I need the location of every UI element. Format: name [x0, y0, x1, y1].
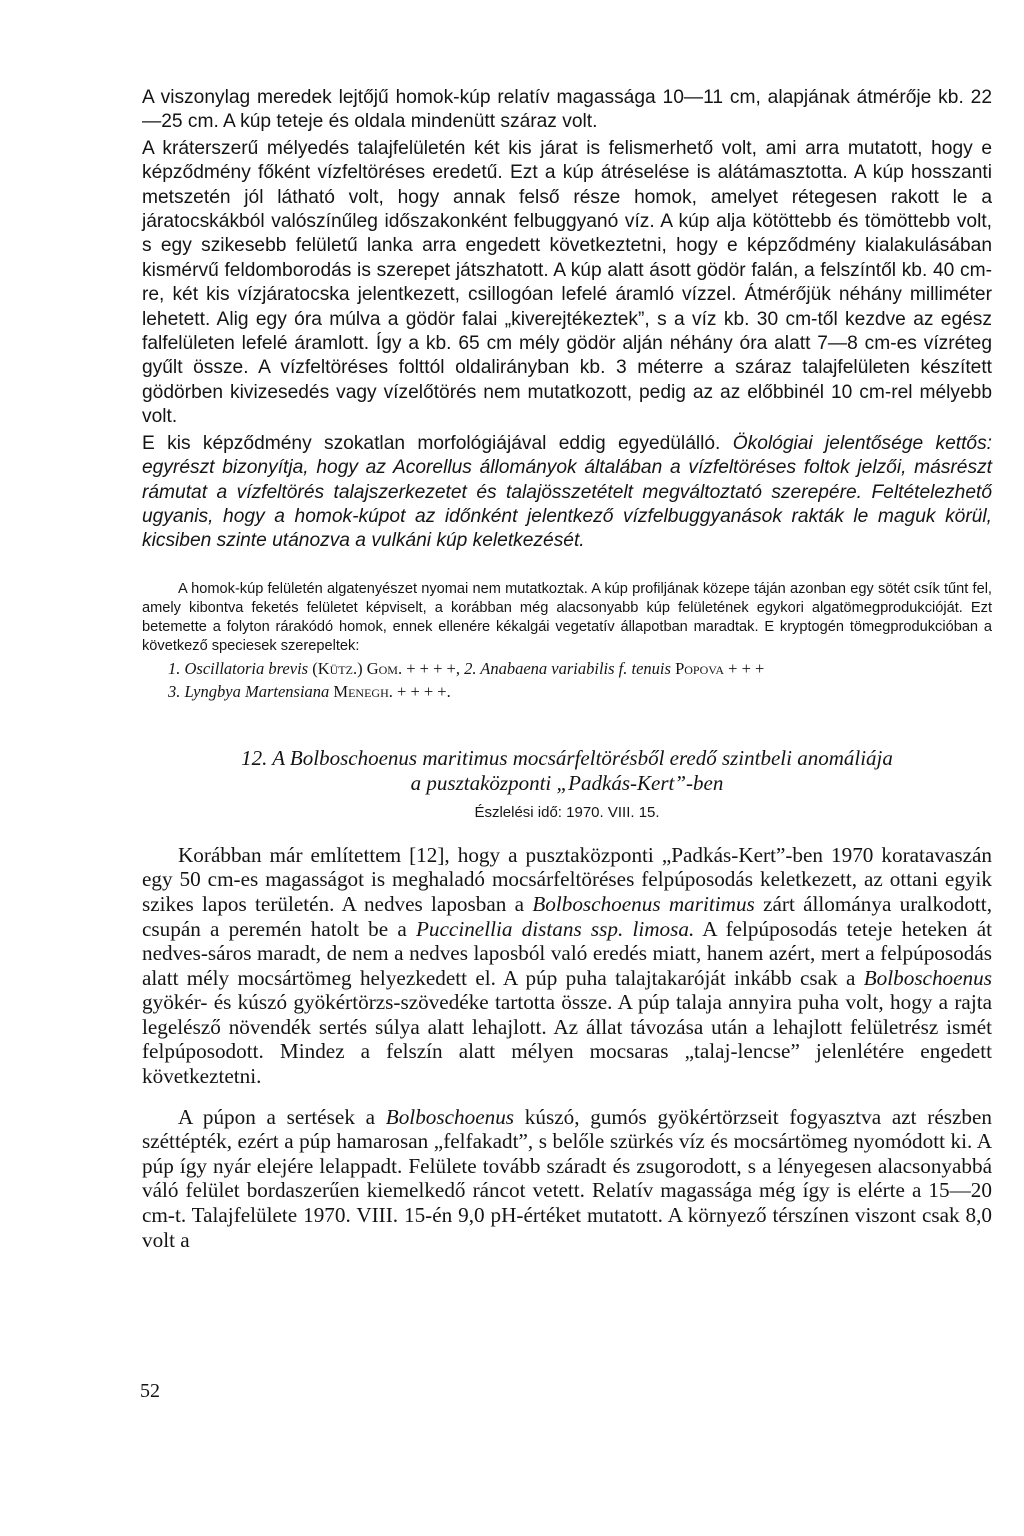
paragraph-pigs	[142, 1105, 992, 1253]
paragraph-algae: A homok-kúp felületén algatenyészet nyomai nem mutatkoztak. A kúp profiljának közepe táján azonban egy sötét csík tűnt fel, amely kibontva feketés felületet képviselt, a korábban még alacsonyabb kúp felületének egykori algatömegprodukcióját. Ezt betemette a folyton rárakódó homok, ennek ellenére kékalgái vegetatív állapotban maradtak. E kryptogén tömegprodukcióban a következő speciesek szerepeltek:	[142, 580, 992, 654]
paragraph-cone-size: A viszonylag meredek lejtőjű homok-kúp relatív magassága 10—11 cm, alapjának átmérője kb. 22—25 cm. A kúp teteje és oldala mindenütt száraz volt.	[142, 87, 992, 133]
paragraph-ecology	[142, 432, 992, 554]
species-line-2	[142, 681, 992, 702]
text-segment: Gom.	[366, 658, 403, 678]
section-title-line-1: 12. A Bolboschoenus maritimus mocsárfeltörésből eredő szintbeli anomáliája	[241, 745, 893, 770]
text-segment: kúszó, gumós gyökértörzseit fogyasztva azt részben széttépték, ezért a púp hamarosan „felfakadt”, s belőle szürkés víz és mocsártömeg nyomódott ki. A púp így nyár elejére lelappadt. Felülete tovább száradt és zsugorodott, s a lényegesen alacsonyabbá váló felület bordaszerűen kiemelkedő ráncot vetett. Relatív magassága még így is elérte a 15—20 cm-t. Talajfelülete 1970. VIII. 15-én 9,0 pH-értéket mutatott. A környező térszínen viszont csak 8,0 volt a	[142, 1104, 992, 1252]
text-segment: (Kütz.)	[308, 658, 367, 678]
text-segment: 3. Lyngbya Martensiana	[168, 681, 330, 701]
page-body	[142, 86, 992, 1252]
paragraph-padkas-kert	[142, 843, 992, 1089]
ecology-italic: Ökológiai jelentősége kettős: egyrészt bizonyítja, hogy az Acorellus állományok általában a vízfeltöréses foltok jelzői, másrészt rámutat a vízfeltörés talajszerkezetet és talajösszetételt megváltoztató szerepére. Feltételezhető ugyanis, hogy a homok-kúpot az időnként jelentkező vízfelbuggyanások rakták le maguk körül, kicsiben szinte utánozva a vulkáni kúp keletkezését.	[142, 432, 992, 552]
text-segment: zárt állománya uralkodott, csupán a peremén hatolt be a	[142, 891, 992, 941]
text-segment: + + + +.	[392, 681, 451, 701]
text-segment: gyökér- és kúszó gyökértörzs-szövedéke tartotta össze. A púp talaja annyira puha volt, hogy a rajta legelésző növendék sertés súlya alatt lehajlott. Az állat távozása után a lehajlott felületrész ismét felpúposodott. Mindez a felszín alatt mélyen mocsaras „talaj-lencse” jelenlétére engedett következtetni.	[142, 990, 992, 1089]
text-segment: Bolboschoenus	[863, 965, 992, 990]
text-segment: + + +	[724, 658, 765, 678]
text-segment: Korábban már említettem [12], hogy a pusztaközponti „Padkás-Kert”-ben 1970 koratavaszán egy 50 cm-es magasságot is meghaladó mocsárfeltöréses felpúposodás keletkezett, az ottani egyik szikes lapos területén. A nedves laposban a	[142, 842, 992, 916]
section-title-line-2: a pusztaközponti „Padkás-Kert”-ben	[410, 770, 724, 795]
species-line-1	[142, 658, 992, 679]
text-segment: 2. Anabaena variabilis f. tenuis	[464, 658, 671, 678]
text-segment: Puccinellia distans ssp. limosa.	[415, 916, 695, 941]
ecology-intro: E kis képződmény szokatlan morfológiájával eddig egyedülálló.	[142, 432, 733, 454]
text-segment: Bolboschoenus	[385, 1104, 515, 1129]
observation-date: Észlelési idő: 1970. VIII. 15.	[474, 803, 660, 821]
text-segment: Menegh.	[329, 681, 393, 701]
paragraph-crater: A kráterszerű mélyedés talajfelületén két kis járat is felismerhető volt, ami arra mutatott, hogy e képződmény főként vízfeltöréses eredetű. Ezt a kúp átréselése is alátámasztotta. A kúp hosszanti metszetén jól látható volt, hogy annak felső része homok, amelyet rétegesen rakott le a járatocskákból valószínűleg időszakonként felbuggyanó víz. A kúp alja kötöttebb és tömöttebb volt, s egy szikesebb felületű lanka arra engedett következtetni, hogy e képződmény kialakulásában kismérvű feldomborodás is szerepet játszhatott. A kúp alatt ásott gödör falán, a felszíntől kb. 40 cm-re, két kis vízjáratocska jelentkezett, csillogóan lefelé áramló vízzel. Átmérőjük néhány milliméter lehetett. Alig egy óra múlva a gödör falai „kiverejtékeztek”, s a víz kb. 30 cm-től kezdve az egész falfelületen lefelé áramlott. Így a kb. 65 cm mély gödör alján néhány óra alatt 7—8 cm-es vízréteg gyűlt össze. A vízfeltöréses folttól oldalirányban kb. 3 méterre a száraz talajfelületen készített gödörben kivizesedés vagy vízelőtörés nem mutatkozott, pedig az az előbbinél 10 cm-rel mélyebb volt.	[142, 137, 992, 428]
text-segment: A felpúposodás teteje heteken át nedves-sáros maradt, de nem a nedves laposból való eredés miatt, hanem azért, mert a felpúposodás alatt mély mocsártömeg helyezkedett el. A púp puha talajtakaróját inkább csak a	[142, 916, 993, 990]
page-number: 52	[140, 1380, 160, 1402]
text-segment: A púpon a sertések a	[178, 1104, 386, 1129]
text-segment: Popova	[670, 658, 725, 678]
text-segment: 1. Oscillatoria brevis	[168, 658, 309, 678]
text-segment: + + + +,	[402, 658, 465, 678]
text-segment: Bolboschoenus maritimus	[532, 891, 755, 916]
